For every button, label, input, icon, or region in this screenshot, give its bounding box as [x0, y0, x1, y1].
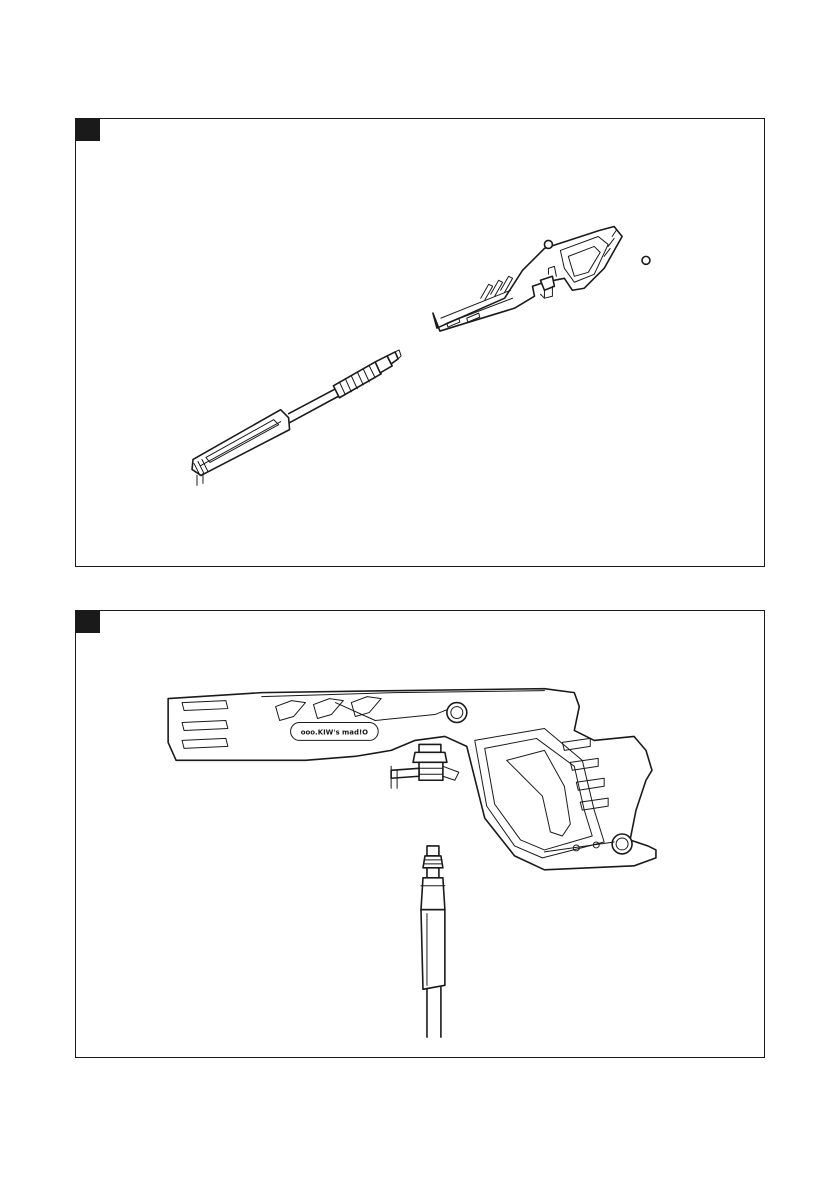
trigger-gun-illustration — [433, 227, 650, 332]
figure-panel-2 — [75, 610, 765, 1058]
figure-2-illustration — [76, 611, 764, 1057]
figure-panel-1 — [75, 118, 765, 567]
gun-embossed-text: ooo.KIW's mad!O — [300, 728, 369, 737]
trigger-gun-large-illustration — [168, 689, 656, 870]
spray-lance-illustration — [192, 350, 401, 485]
figure-1-illustration — [76, 119, 764, 566]
hose-connector-illustration — [421, 846, 445, 1037]
